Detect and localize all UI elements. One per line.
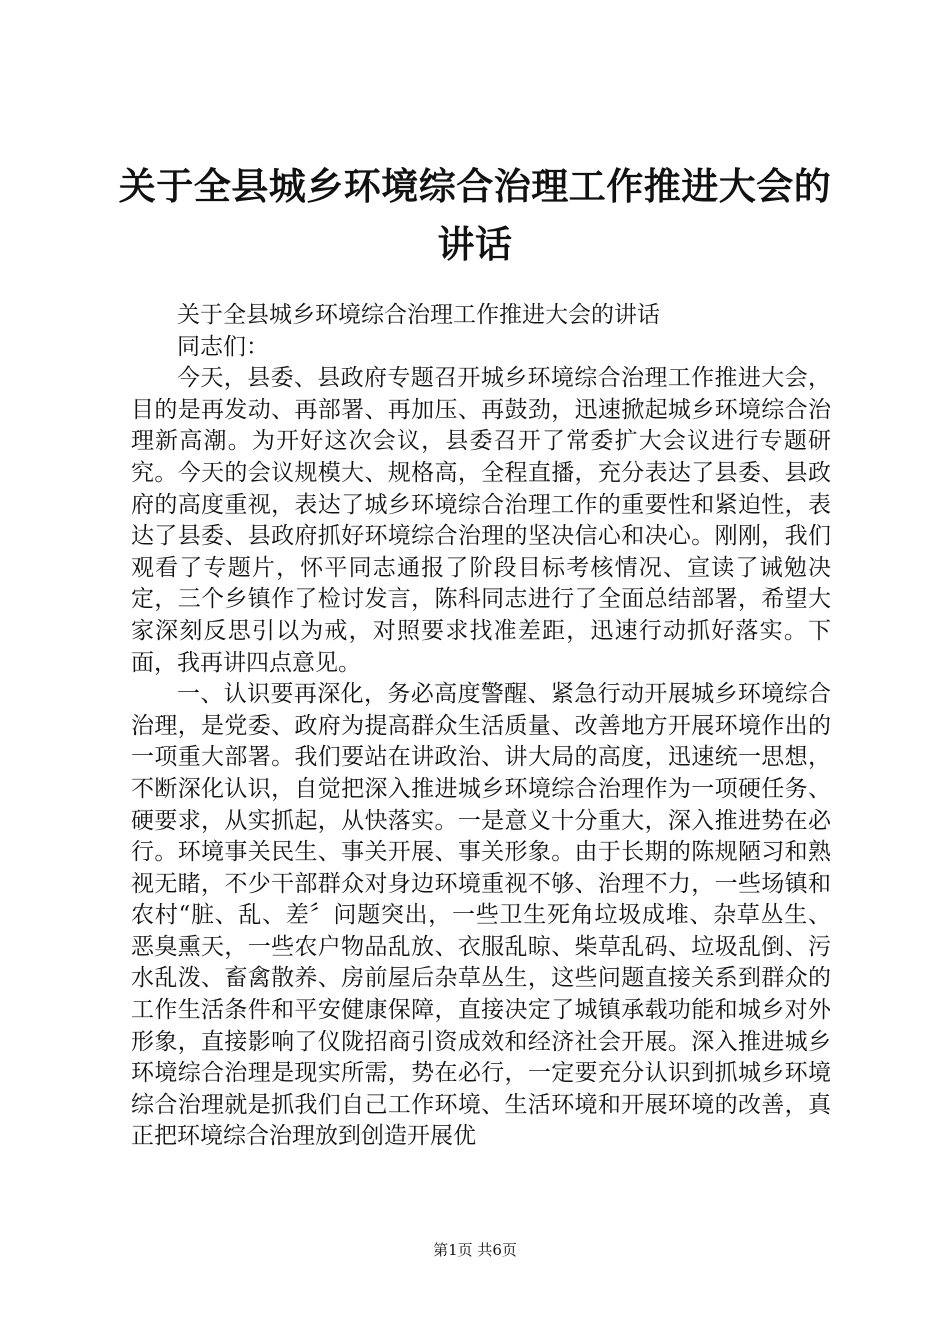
salutation-paragraph: 同志们： xyxy=(177,333,269,360)
document-body xyxy=(131,300,831,1153)
body-paragraph: 今天，县委、县政府专题召开城乡环境综合治理工作推进大会，目的是再发动、再部署、再加压、再鼓劲，迅速掀起城乡环境综合治理新高潮。为开好这次会议，县委召开了常委扩大会议进行专题研究。今天的会议规模大、规格高，全程直播，充分表达了县委、县政府的高度重视，表达了城乡环境综合治理工作的重要性和紧迫性，表达了县委、县政府抓好环境综合治理的坚决信心和决心。刚刚，我们观看了专题片，怀平同志通报了阶段目标考核情况、宣读了诫勉决定，三个乡镇作了检讨发言，陈科同志进行了全面总结部署，希望大家深刻反思引以为戒，对照要求找准差距，迅速行动抓好落实。下面，我再讲四点意见。 xyxy=(131,365,831,676)
subtitle-paragraph: 关于全县城乡环境综合治理工作推进大会的讲话 xyxy=(177,302,660,328)
body-paragraph: 一、认识要再深化，务必高度警醒、紧急行动开展城乡环境综合治理，是党委、政府为提高群众生活质量、改善地方开展环境作出的一项重大部署。我们要站在讲政治、讲大局的高度，迅速统一思想，不断深化认识，自觉把深入推进城乡环境综合治理作为一项硬任务、硬要求，从实抓起，从快落实。一是意义十分重大，深入推进势在必行。环境事关民生、事关开展、事关形象。由于长期的陈规陋习和熟视无睹，不少干部群众对身边环境重视不够、治理不力，一些场镇和农村“脏、乱、差〞问题突出，一些卫生死角垃圾成堆、杂草丛生、恶臭熏天，一些农户物品乱放、衣服乱晾、柴草乱码、垃圾乱倒、污水乱泼、畜禽散养、房前屋后杂草丛生，这些问题直接关系到群众的工作生活条件和平安健康保障，直接决定了城镇承载功能和城乡对外形象，直接影响了仪陇招商引资成效和经济社会开展。深入推进城乡环境综合治理是现实所需，势在必行，一定要充分认识到抓城乡环境综合治理就是抓我们自己工作环境、生活环境和开展环境的改善，真正把环境综合治理放到创造开展优 xyxy=(131,681,831,1150)
page-footer: 第1页 共6页 xyxy=(433,1241,517,1259)
document-title: 关于全县城乡环境综合治理工作推进大会的讲话 xyxy=(118,165,832,266)
